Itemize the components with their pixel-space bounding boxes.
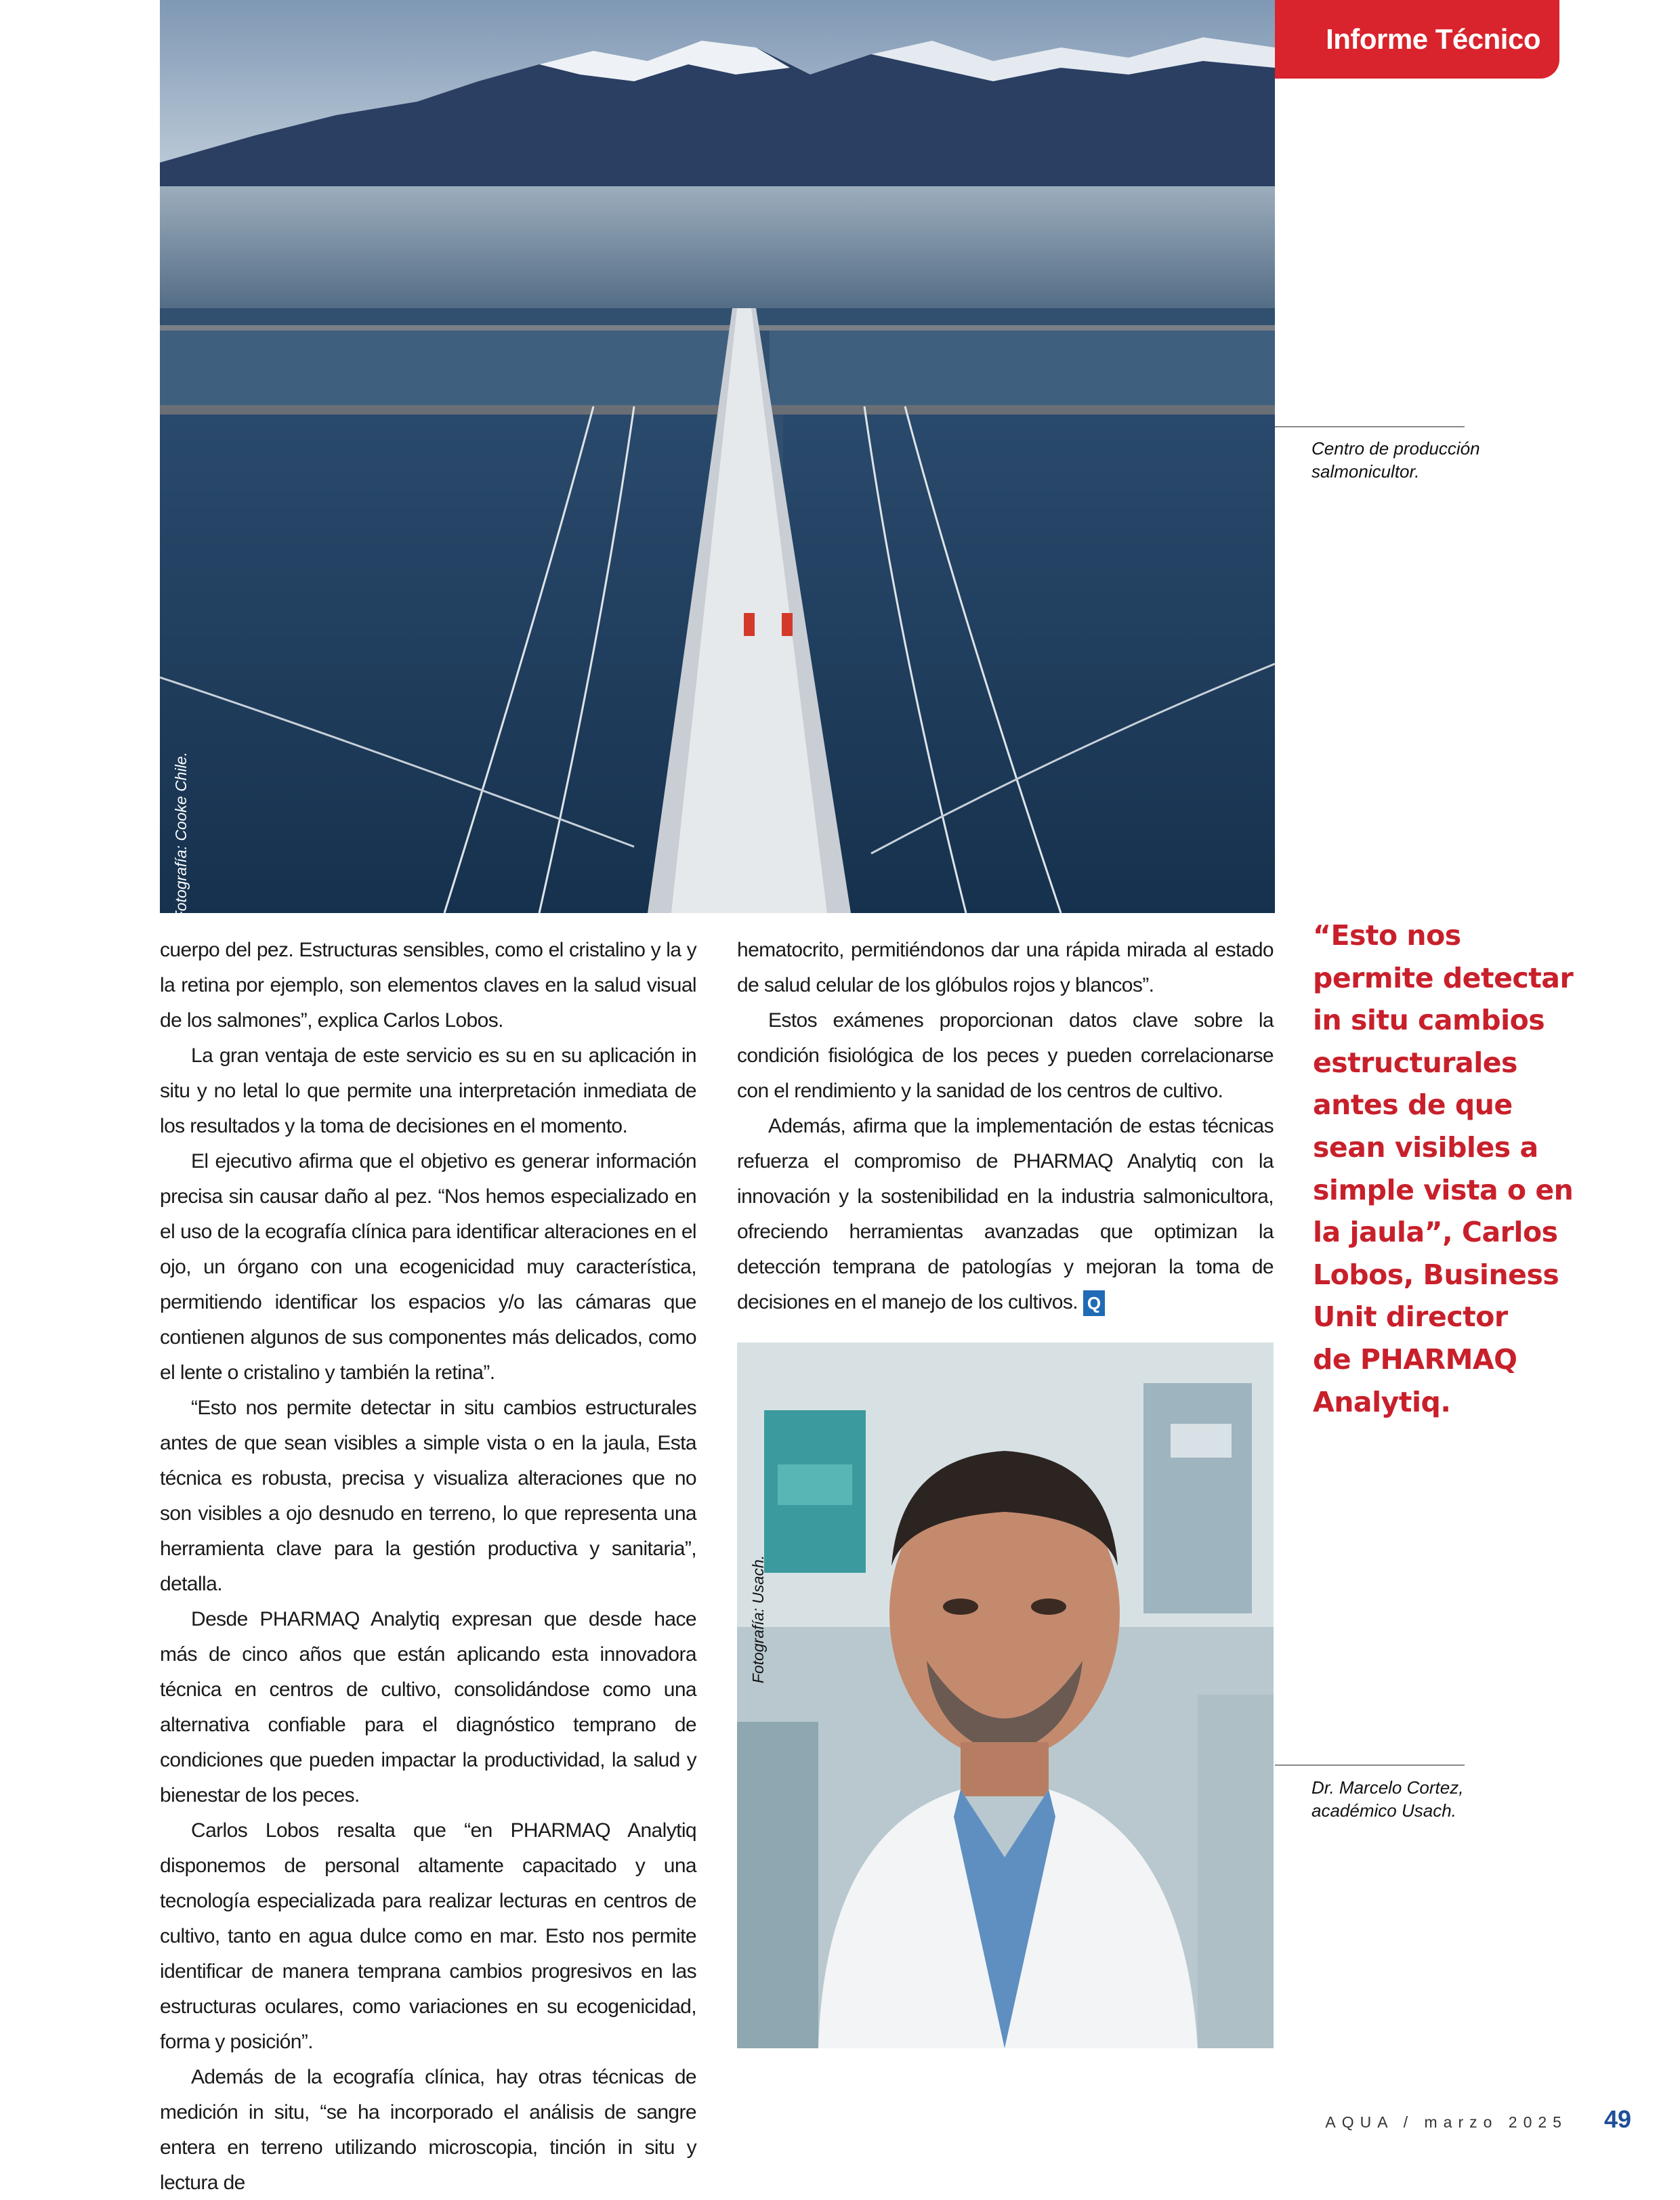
paragraph: Carlos Lobos resalta que “en PHARMAQ Analytiq disponemos de personal altamente capacitado y una tecnología especializada para realizar lecturas en centros de cultivo, tanto en agua dulce como en mar. Esto nos permite identificar de manera temprana cambios progresivos en las estructuras oculares, como variaciones en su ecogenicidad, forma y posición”. xyxy=(160,1819,696,2053)
salmon-farm-photo xyxy=(160,0,1275,921)
article-column-2 xyxy=(737,933,1274,1320)
page-footer xyxy=(1325,2105,1631,2134)
pull-quote: “Esto nos permite detectar in situ cambios estructurales antes de que sean visibles a simple vista o en la jaula”, Carlos Lobos, Business Unit director de PHARMAQ Analytiq. xyxy=(1313,919,1574,1418)
paragraph: Desde PHARMAQ Analytiq expresan que desde hace más de cinco años que están aplicando esta innovadora técnica en centros de cultivo, consolidándose como una alternativa confiable para el diagnóstico temprano de condiciones que pueden impactar la productividad, la salud y bienestar de los peces. xyxy=(160,1608,696,1806)
article-column-1 xyxy=(160,933,696,2200)
paragraph: hematocrito, permitiéndonos dar una rápida mirada al estado de salud celular de los glóbulos rojos y blancos”. xyxy=(737,939,1274,996)
portrait-photo xyxy=(737,1342,1274,2048)
paragraph: Estos exámenes proporcionan datos clave sobre la condición fisiológica de los peces y pueden correlacionarse con el rendimiento y la sanidad de los centros de cultivo. xyxy=(737,1009,1274,1102)
magazine-issue: AQUA / marzo 2025 xyxy=(1325,2113,1568,2131)
paragraph-text: Además, afirma que la implementación de estas técnicas refuerza el compromiso de PHARMAQ Analytiq con la innovación y la sostenibilidad en la industria salmonicultora, ofreciendo herramientas avanzadas que optimizan la detección temprana de patologías y mejoran la toma de decisiones en el manejo de los cultivos. xyxy=(737,1115,1274,1313)
paragraph: La gran ventaja de este servicio es su en su aplicación in situ y no letal lo que permite una interpretación inmediata de los resultados y la toma de decisiones en el momento. xyxy=(160,1044,696,1137)
portrait-caption-rule xyxy=(1275,1764,1465,1766)
portrait-photo-credit: Fotografía: Usach. xyxy=(749,1555,767,1684)
top-photo-credit: Fotografía: Cooke Chile. xyxy=(172,752,190,921)
paragraph: El ejecutivo afirma que el objetivo es generar información precisa sin causar daño al pez. “Nos hemos especializado en el uso de la ecografía clínica para identificar alteraciones en el ojo, un órgano con una ecogenicidad muy característica, permitiendo identificar los espacios y/o las cámaras que contienen algunos de sus componentes más delicados, como el lente o cristalino y también la retina”. xyxy=(160,1150,696,1384)
paragraph: “Esto nos permite detectar in situ cambios estructurales antes de que sean visibles a simple vista o en la jaula, Esta técnica es robusta, precisa y visualiza alteraciones que no son visibles a ojo desnudo en terreno, lo que representa una herramienta clave para la gestión productiva y sanitaria”, detalla. xyxy=(160,1397,696,1595)
page-number: 49 xyxy=(1603,2105,1631,2133)
end-of-article-mark: Q xyxy=(1083,1290,1105,1316)
paragraph: cuerpo del pez. Estructuras sensibles, como el cristalino y la y la retina por ejemplo, son elementos claves en la salud visual de los salmones”, explica Carlos Lobos. xyxy=(160,939,696,1032)
paragraph: Además de la ecografía clínica, hay otras técnicas de medición in situ, “se ha incorporado el análisis de sangre entera en terreno utilizando microscopia, tinción in situ y lectura de xyxy=(160,2066,696,2194)
top-caption-rule xyxy=(1275,426,1465,427)
portrait-illustration xyxy=(737,1342,1274,2048)
salmon-farm-illustration xyxy=(160,0,1275,921)
section-tag: Informe Técnico xyxy=(1225,0,1559,79)
paragraph xyxy=(737,1109,1274,1320)
portrait-photo-caption: Dr. Marcelo Cortez, académico Usach. xyxy=(1311,1777,1464,1821)
top-photo-caption: Centro de producción salmonicultor. xyxy=(1311,438,1480,482)
